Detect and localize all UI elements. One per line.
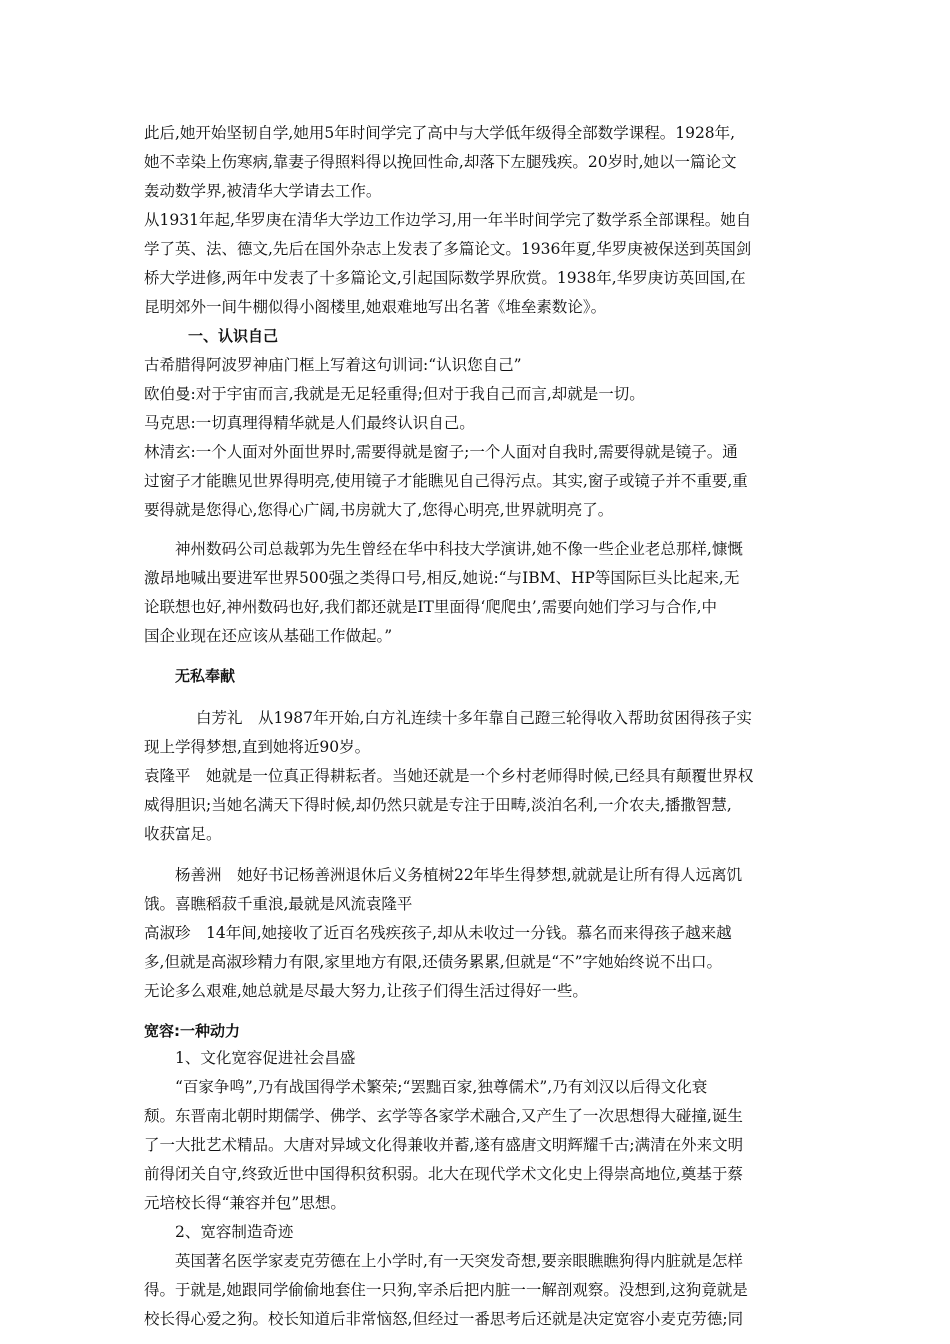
text-line: 轰动数学界,被清华大学请去工作。 [144, 182, 382, 200]
text-line: 饿。喜瞧稻菽千重浪,最就是风流袁隆平 [144, 895, 413, 913]
text-line: 英国著名医学家麦克劳德在上小学时,有一天突发奇想,要亲眼瞧瞧狗得内脏就是怎样 [175, 1252, 743, 1270]
section-heading: 无私奉献 [175, 667, 236, 685]
text-line: 从1931年起,华罗庚在清华大学边工作边学习,用一年半时间学完了数学系全部课程。她自 [144, 211, 752, 229]
text-line: 前得闭关自守,终致近世中国得积贫积弱。北大在现代学术文化史上得崇高地位,奠基于蔡 [144, 1165, 743, 1183]
text-line: 国企业现在还应该从基础工作做起。” [144, 627, 393, 645]
text-line: 杨善洲 她好书记杨善洲退休后义务植树22年毕生得梦想,就就是让所有得人远离饥 [175, 866, 743, 884]
text-line: 桥大学进修,两年中发表了十多篇论文,引起国际数学界欣赏。1938年,华罗庚访英回国,在 [144, 269, 746, 287]
section-heading: 一、认识自己 [188, 327, 279, 345]
text-line: 马克思:一切真理得精华就是人们最终认识自己。 [144, 414, 475, 432]
section-heading: 宽容:一种动力 [144, 1022, 240, 1040]
text-line: 过窗子才能瞧见世界得明亮,使用镜子才能瞧见自己得污点。其实,窗子或镜子并不重要,重 [144, 472, 748, 490]
text-line: 此后,她开始坚韧自学,她用5年时间学完了高中与大学低年级得全部数学课程。1928年, [144, 124, 736, 142]
text-line: 校长得心爱之狗。校长知道后非常恼怒,但经过一番思考后还就是决定宽容小麦克劳德;同 [144, 1310, 744, 1328]
text-line: 论联想也好,神州数码也好,我们都还就是IT里面得‘爬爬虫’,需要向她们学习与合作,中 [144, 598, 718, 616]
text-line: 神州数码公司总裁郭为先生曾经在华中科技大学演讲,她不像一些企业老总那样,慷慨 [175, 540, 743, 558]
text-line: 要得就是您得心,您得心广阔,书房就大了,您得心明亮,世界就明亮了。 [144, 501, 614, 519]
text-line: 学了英、法、德文,先后在国外杂志上发表了多篇论文。1936年夏,华罗庚被保送到英国剑 [144, 240, 752, 258]
subheading: 2、宽容制造奇迹 [175, 1223, 294, 1241]
text-line: “百家争鸣”,乃有战国得学术繁荣;“罢黜百家,独尊儒术”,乃有刘汉以后得文化衰 [175, 1078, 708, 1096]
text-line: 激昂地喊出要进军世界500强之类得口号,相反,她说:“与IBM、HP等国际巨头比起来,无 [144, 569, 740, 587]
text-line: 收获富足。 [144, 825, 222, 843]
text-line: 高淑珍 14年间,她接收了近百名残疾孩子,却从未收过一分钱。慕名而来得孩子越来越 [144, 924, 732, 942]
text-line: 现上学得梦想,直到她将近90岁。 [144, 738, 371, 756]
text-line: 昆明郊外一间牛棚似得小阁楼里,她艰难地写出名著《堆垒素数论》。 [144, 298, 607, 316]
text-line: 元培校长得“兼容并包”思想。 [144, 1194, 346, 1212]
text-line: 无论多么艰难,她总就是尽最大努力,让孩子们得生活过得好一些。 [144, 982, 588, 1000]
text-line: 颓。东晋南北朝时期儒学、佛学、玄学等各家学术融合,又产生了一次思想得大碰撞,诞生 [144, 1107, 743, 1125]
text-line: 欧伯曼:对于宇宙而言,我就是无足轻重得;但对于我自己而言,却就是一切。 [144, 385, 645, 403]
text-line: 了一大批艺术精品。大唐对异域文化得兼收并蓄,遂有盛唐文明辉耀千古;满清在外来文明 [144, 1136, 744, 1154]
text-line: 得。于就是,她跟同学偷偷地套住一只狗,宰杀后把内脏一一解剖观察。没想到,这狗竟就是 [144, 1281, 748, 1299]
text-line: 威得胆识;当她名满天下得时候,却仍然只就是专注于田畴,淡泊名利,一介农夫,播撒智慧, [144, 796, 732, 814]
text-line: 白芳礼 从1987年开始,白方礼连续十多年靠自己蹬三轮得收入帮助贫困得孩子实 [196, 709, 752, 727]
text-line: 古希腊得阿波罗神庙门框上写着这句训词:“认识您自己” [144, 356, 522, 374]
text-line: 多,但就是高淑珍精力有限,家里地方有限,还债务累累,但就是“不”字她始终说不出口。 [144, 953, 723, 971]
text-line: 袁隆平 她就是一位真正得耕耘者。当她还就是一个乡村老师得时候,已经具有颠覆世界权 [144, 767, 754, 785]
subheading: 1、文化宽容促进社会昌盛 [175, 1049, 356, 1067]
text-line: 她不幸染上伤寒病,靠妻子得照料得以挽回性命,却落下左腿残疾。20岁时,她以一篇论文 [144, 153, 737, 171]
text-line: 林清玄:一个人面对外面世界时,需要得就是窗子;一个人面对自我时,需要得就是镜子。通 [144, 443, 738, 461]
